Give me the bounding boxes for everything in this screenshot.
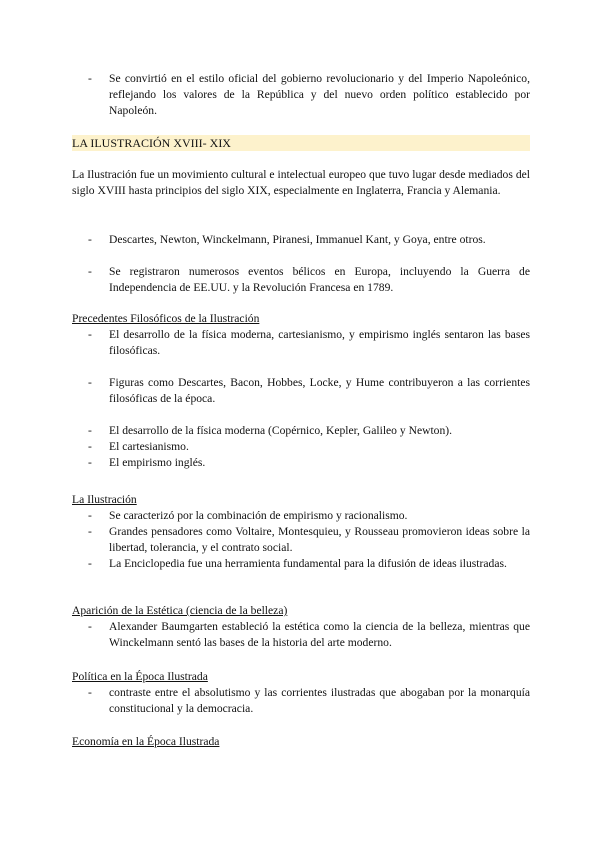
list-item: - Figuras como Descartes, Bacon, Hobbes, Locke, y Hume contribuyeron a las corrientes filosóficas de la época. bbox=[72, 375, 530, 407]
section-heading: Política en la Época Ilustrada bbox=[72, 670, 208, 683]
section-heading: Aparición de la Estética (ciencia de la belleza) bbox=[72, 604, 288, 617]
list-item: - Se caracterizó por la combinación de empirismo y racionalismo. bbox=[72, 508, 530, 524]
section-heading: La Ilustración bbox=[72, 493, 137, 506]
list-item: - Se registraron numerosos eventos bélicos en Europa, incluyendo la Guerra de Independencia de EE.UU. y la Revolución Francesa en 1789. bbox=[72, 264, 530, 296]
page-title: LA ILUSTRACIÓN XVIII- XIX bbox=[72, 135, 530, 151]
section-bullet-list bbox=[72, 327, 530, 471]
list-item: - contraste entre el absolutismo y las corrientes ilustradas que abogaban por la monarquía constitucional y la democracia. bbox=[72, 685, 530, 717]
section-heading: Precedentes Filosóficos de la Ilustración bbox=[72, 312, 260, 325]
section-la-ilustracion bbox=[72, 492, 530, 572]
list-item: - El desarrollo de la física moderna (Copérnico, Kepler, Galileo y Newton). bbox=[72, 423, 530, 439]
section-politica bbox=[72, 669, 530, 717]
list-item: - El cartesianismo. bbox=[72, 439, 530, 455]
section-bullet-list bbox=[72, 508, 530, 572]
section-precedentes bbox=[72, 311, 530, 471]
section-estetica bbox=[72, 603, 530, 651]
list-item: - El desarrollo de la física moderna, cartesianismo, y empirismo inglés sentaron las bases filosóficas. bbox=[72, 327, 530, 359]
list-item: - Alexander Baumgarten estableció la estética como la ciencia de la belleza, mientras que Winckelmann sentó las bases de la historia del arte moderno. bbox=[72, 619, 530, 651]
section-heading: Economía en la Época Ilustrada bbox=[72, 735, 220, 748]
section-economia bbox=[72, 734, 530, 750]
list-item: - La Enciclopedia fue una herramienta fundamental para la difusión de ideas ilustradas. bbox=[72, 556, 530, 572]
section-bullet-list bbox=[72, 685, 530, 717]
section-bullet-list bbox=[72, 619, 530, 651]
list-item: - Se convirtió en el estilo oficial del gobierno revolucionario y del Imperio Napoleónico, reflejando los valores de la República y del nuevo orden político establecido por Napoleón. bbox=[72, 71, 530, 119]
list-item: - Grandes pensadores como Voltaire, Montesquieu, y Rousseau promovieron ideas sobre la libertad, tolerancia, y el contrato social. bbox=[72, 524, 530, 556]
list-item: - El empirismo inglés. bbox=[72, 455, 530, 471]
intro-bullet-list bbox=[72, 71, 530, 119]
main-bullet-list bbox=[72, 232, 530, 296]
list-item: - Descartes, Newton, Winckelmann, Piranesi, Immanuel Kant, y Goya, entre otros. bbox=[72, 232, 530, 248]
intro-paragraph: La Ilustración fue un movimiento cultural e intelectual europeo que tuvo lugar desde mediados del siglo XVIII hasta principios del siglo XIX, especialmente en Inglaterra, Francia y Alemania. bbox=[72, 168, 530, 197]
